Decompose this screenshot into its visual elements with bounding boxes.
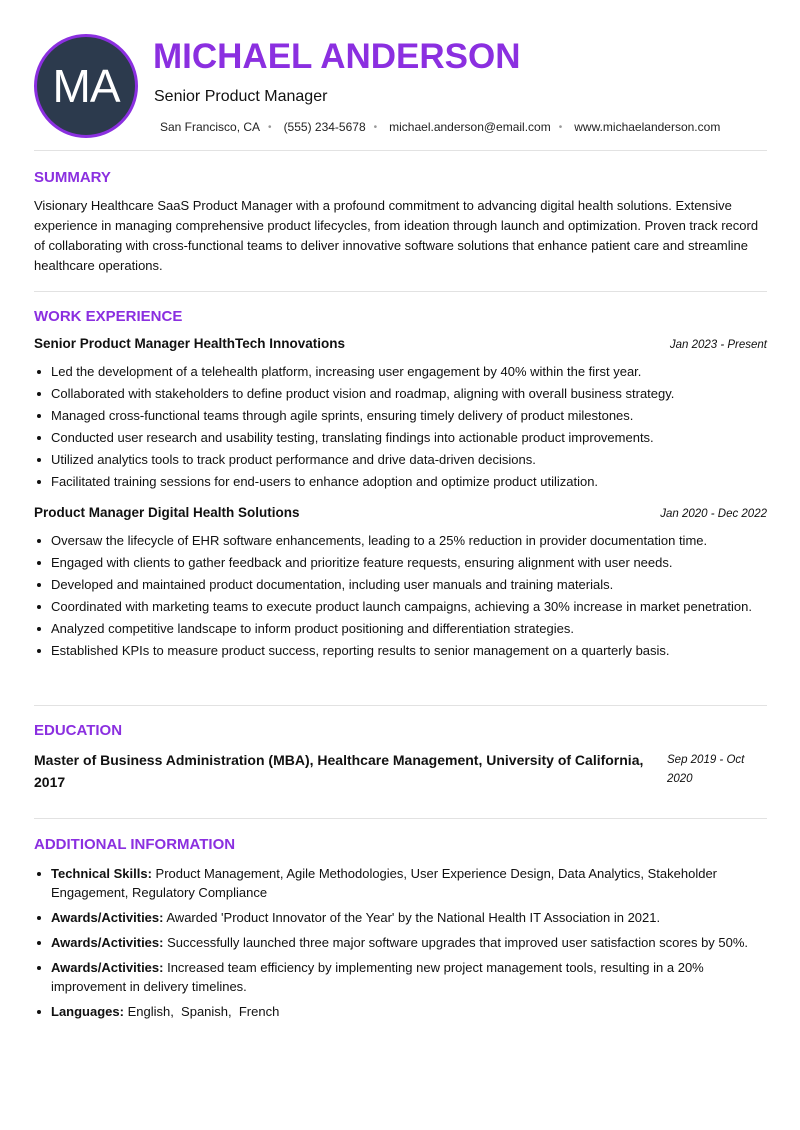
job-dates: Jan 2020 - Dec 2022 [660, 508, 767, 520]
list-item: Managed cross-functional teams through agile sprints, ensuring timely delivery of product milestones. [34, 406, 767, 425]
contact-email[interactable]: michael.anderson@email.com [389, 120, 551, 134]
job-role: Senior Product Manager HealthTech Innovations [34, 336, 346, 351]
separator-dot: • [268, 121, 272, 133]
list-item [34, 958, 774, 996]
item-text: Product Management, Agile Methodologies, User Experience Design, Data Analytics, Stakeholder Engagement, Regulatory Compliance [51, 866, 718, 900]
list-item: Coordinated with marketing teams to execute product launch campaigns, achieving a 30% increase in market penetration. [34, 597, 767, 616]
list-item: Established KPIs to measure product success, reporting results to senior management on a quarterly basis. [34, 641, 767, 660]
item-label: Awards/Activities: [51, 960, 164, 975]
summary-heading: SUMMARY [34, 169, 111, 186]
additional-heading: ADDITIONAL INFORMATION [34, 836, 236, 853]
item-text: English, Spanish, French [123, 1004, 280, 1019]
divider [34, 150, 767, 151]
contact-location: San Francisco, CA [160, 120, 261, 134]
list-item: Analyzed competitive landscape to inform product positioning and differentiation strategies. [34, 619, 767, 638]
list-item: Developed and maintained product documentation, including user manuals and training materials. [34, 575, 767, 594]
job-role: Product Manager Digital Health Solutions [34, 505, 300, 520]
job-bullets [34, 362, 767, 491]
separator-dot: • [373, 121, 378, 133]
list-item [34, 1002, 774, 1021]
contact-website[interactable]: www.michaelanderson.com [574, 120, 721, 134]
list-item: Collaborated with stakeholders to define product vision and roadmap, aligning with overall business strategy. [34, 384, 767, 403]
list-item: Engaged with clients to gather feedback and prioritize feature requests, ensuring alignment with user needs. [34, 553, 767, 572]
job-entry [34, 336, 767, 494]
job-entry [34, 505, 767, 663]
avatar-initials: MA [52, 60, 120, 112]
item-label: Languages: [51, 1004, 124, 1019]
job-dates: Jan 2023 - Present [669, 339, 767, 351]
list-item [34, 864, 774, 902]
list-item [34, 908, 774, 927]
avatar [34, 34, 138, 138]
degree: Master of Business Administration (MBA), Healthcare Management, University of California, 2017 [34, 752, 644, 790]
divider [34, 705, 767, 706]
list-item: Facilitated training sessions for end-users to enhance adoption and optimize product utilization. [34, 472, 767, 491]
job-bullets [34, 531, 767, 660]
candidate-name: MICHAEL ANDERSON [153, 37, 521, 76]
item-text: Increased team efficiency by implementing new project management tools, resulting in a 20% improvement in delivery timelines. [51, 960, 704, 994]
list-item [34, 933, 774, 952]
item-text: Successfully launched three major software upgrades that improved user satisfaction scores by 50%. [163, 935, 749, 950]
separator-dot: • [558, 121, 563, 133]
summary-text: Visionary Healthcare SaaS Product Manager with a profound commitment to advancing digital health solutions. Extensive experience in managing comprehensive product lifecycles, from ideation through launch and optimization. Proven track record of collaborating with cross-functional teams to deliver innovative software solutions that enhance patient care and streamline healthcare operations. [34, 198, 759, 273]
item-text: Awarded 'Product Innovator of the Year' by the National Health IT Association in 2021. [163, 910, 661, 925]
list-item: Utilized analytics tools to track product performance and drive data-driven decisions. [34, 450, 767, 469]
list-item: Conducted user research and usability testing, translating findings into actionable product improvements. [34, 428, 767, 447]
divider [34, 818, 767, 819]
list-item: Led the development of a telehealth platform, increasing user engagement by 40% within the first year. [34, 362, 767, 381]
education-heading: EDUCATION [34, 722, 123, 739]
divider [34, 291, 767, 292]
contact-phone: (555) 234-5678 [283, 120, 366, 134]
candidate-title: Senior Product Manager [154, 88, 328, 105]
education-dates: Sep 2019 - Oct 2020 [667, 754, 745, 785]
item-label: Technical Skills: [51, 866, 152, 881]
list-item: Oversaw the lifecycle of EHR software enhancements, leading to a 25% reduction in provider documentation time. [34, 531, 767, 550]
contact-info [160, 120, 720, 134]
education-entry [34, 749, 767, 793]
additional-list [34, 864, 774, 1027]
item-label: Awards/Activities: [51, 935, 164, 950]
experience-heading: WORK EXPERIENCE [34, 308, 183, 325]
item-label: Awards/Activities: [51, 910, 164, 925]
